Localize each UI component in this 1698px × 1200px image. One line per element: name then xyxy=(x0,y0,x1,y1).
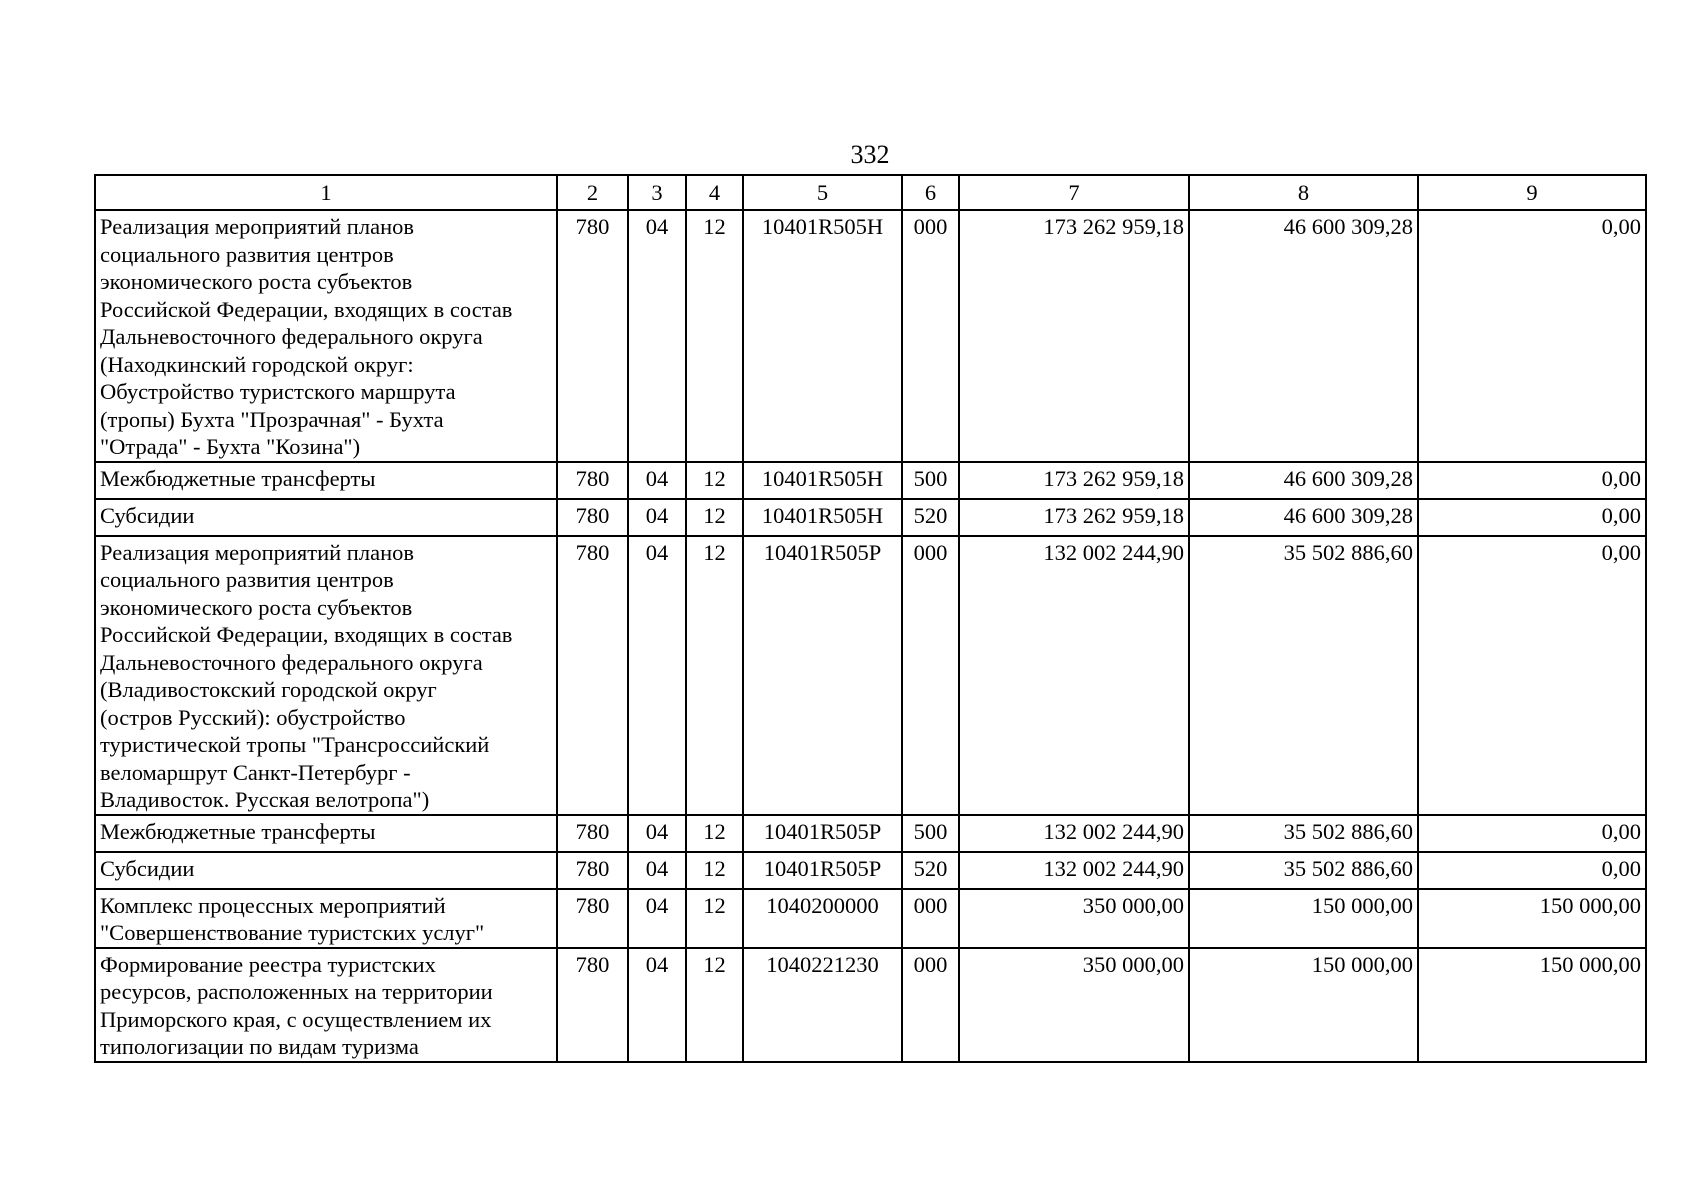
item-name-line: Обустройство туристского маршрута xyxy=(100,379,456,404)
target-article-cell: 1040200000 xyxy=(743,889,902,948)
item-name-line: Межбюджетные трансферты xyxy=(100,465,376,491)
target-article-cell: 10401R505P xyxy=(743,852,902,889)
item-name-line: туристической тропы "Трансроссийский xyxy=(100,732,490,757)
item-name-line: Дальневосточного федерального округа xyxy=(100,649,483,675)
subsection-code-cell: 12 xyxy=(686,536,743,815)
ministry-code-cell: 780 xyxy=(557,815,628,852)
budget-table xyxy=(94,174,1647,1063)
table-row xyxy=(95,462,1646,499)
table-row xyxy=(95,948,1646,1062)
section-code-cell: 04 xyxy=(628,815,686,852)
amount-col7-cell: 173 262 959,18 xyxy=(959,499,1189,536)
item-name-line: (остров Русский): обустройство xyxy=(100,704,406,730)
expense-type-cell: 520 xyxy=(902,852,959,889)
column-header: 7 xyxy=(959,175,1189,210)
section-code-cell: 04 xyxy=(628,948,686,1062)
target-article-cell: 10401R505H xyxy=(743,210,902,462)
amount-col9-cell: 0,00 xyxy=(1418,536,1646,815)
ministry-code-cell: 780 xyxy=(557,462,628,499)
item-name-line: "Совершенствование туристских услуг" xyxy=(100,920,485,945)
item-name-line: Межбюджетные трансферты xyxy=(100,818,376,844)
section-code-cell: 04 xyxy=(628,499,686,536)
target-article-cell: 10401R505H xyxy=(743,462,902,499)
column-header: 5 xyxy=(743,175,902,210)
item-name-line: Российской Федерации, входящих в состав xyxy=(100,296,513,322)
amount-col9-cell: 150 000,00 xyxy=(1418,948,1646,1062)
item-name-cell xyxy=(95,499,557,536)
item-name-cell xyxy=(95,852,557,889)
section-code-cell: 04 xyxy=(628,210,686,462)
item-name-line: (Находкинский городской округ: xyxy=(100,351,414,377)
item-name-cell xyxy=(95,210,557,462)
amount-col8-cell: 46 600 309,28 xyxy=(1189,210,1418,462)
item-name-line: Формирование реестра туристских xyxy=(100,951,436,977)
column-header: 8 xyxy=(1189,175,1418,210)
amount-col7-cell: 132 002 244,90 xyxy=(959,536,1189,815)
ministry-code-cell: 780 xyxy=(557,536,628,815)
item-name-line: Владивосток. Русская велотропа") xyxy=(100,787,430,812)
amount-col7-cell: 350 000,00 xyxy=(959,948,1189,1062)
column-header: 1 xyxy=(95,175,557,210)
amount-col8-cell: 150 000,00 xyxy=(1189,948,1418,1062)
item-name-line: ресурсов, расположенных на территории xyxy=(100,979,493,1004)
item-name-line: Реализация мероприятий планов xyxy=(100,214,414,239)
item-name-line: (тропы) Бухта "Прозрачная" - Бухта xyxy=(100,406,444,432)
item-name-cell xyxy=(95,889,557,948)
expense-type-cell: 000 xyxy=(902,948,959,1062)
expense-type-cell: 000 xyxy=(902,536,959,815)
amount-col8-cell: 46 600 309,28 xyxy=(1189,499,1418,536)
table-row xyxy=(95,210,1646,462)
ministry-code-cell: 780 xyxy=(557,852,628,889)
item-name-line: Субсидии xyxy=(100,855,195,881)
item-name-cell xyxy=(95,815,557,852)
ministry-code-cell: 780 xyxy=(557,948,628,1062)
expense-type-cell: 000 xyxy=(902,889,959,948)
item-name-line: Реализация мероприятий планов xyxy=(100,539,414,565)
target-article-cell: 10401R505P xyxy=(743,536,902,815)
item-name-line: экономического роста субъектов xyxy=(100,594,413,620)
item-name-line: веломаршрут Санкт-Петербург - xyxy=(100,759,411,785)
section-code-cell: 04 xyxy=(628,889,686,948)
item-name-cell xyxy=(95,948,557,1062)
item-name-cell xyxy=(95,536,557,815)
subsection-code-cell: 12 xyxy=(686,889,743,948)
table-row xyxy=(95,499,1646,536)
amount-col9-cell: 0,00 xyxy=(1418,210,1646,462)
item-name-line: (Владивостокский городской округ xyxy=(100,677,437,702)
table-row xyxy=(95,852,1646,889)
amount-col9-cell: 150 000,00 xyxy=(1418,889,1646,948)
amount-col7-cell: 173 262 959,18 xyxy=(959,462,1189,499)
target-article-cell: 1040221230 xyxy=(743,948,902,1062)
amount-col9-cell: 0,00 xyxy=(1418,852,1646,889)
ministry-code-cell: 780 xyxy=(557,499,628,536)
column-header: 9 xyxy=(1418,175,1646,210)
subsection-code-cell: 12 xyxy=(686,462,743,499)
amount-col8-cell: 35 502 886,60 xyxy=(1189,536,1418,815)
subsection-code-cell: 12 xyxy=(686,948,743,1062)
table-row xyxy=(95,536,1646,815)
page-number: 332 xyxy=(850,140,890,169)
item-name-line: социального развития центров xyxy=(100,241,394,267)
section-code-cell: 04 xyxy=(628,536,686,815)
subsection-code-cell: 12 xyxy=(686,852,743,889)
amount-col7-cell: 350 000,00 xyxy=(959,889,1189,948)
item-name-line: "Отрада" - Бухта "Козина") xyxy=(100,434,361,459)
amount-col8-cell: 35 502 886,60 xyxy=(1189,815,1418,852)
column-header: 4 xyxy=(686,175,743,210)
item-name-line: Субсидии xyxy=(100,502,195,528)
amount-col7-cell: 173 262 959,18 xyxy=(959,210,1189,462)
target-article-cell: 10401R505H xyxy=(743,499,902,536)
item-name-line: экономического роста субъектов xyxy=(100,269,413,294)
expense-type-cell: 500 xyxy=(902,815,959,852)
section-code-cell: 04 xyxy=(628,852,686,889)
item-name-line: социального развития центров xyxy=(100,567,394,592)
amount-col8-cell: 46 600 309,28 xyxy=(1189,462,1418,499)
amount-col9-cell: 0,00 xyxy=(1418,499,1646,536)
subsection-code-cell: 12 xyxy=(686,499,743,536)
table-row xyxy=(95,889,1646,948)
item-name-line: Комплекс процессных мероприятий xyxy=(100,892,446,918)
column-header: 2 xyxy=(557,175,628,210)
ministry-code-cell: 780 xyxy=(557,889,628,948)
table-body xyxy=(95,210,1646,1062)
expense-type-cell: 500 xyxy=(902,462,959,499)
column-header: 6 xyxy=(902,175,959,210)
expense-type-cell: 000 xyxy=(902,210,959,462)
column-header: 3 xyxy=(628,175,686,210)
section-code-cell: 04 xyxy=(628,462,686,499)
amount-col7-cell: 132 002 244,90 xyxy=(959,815,1189,852)
item-name-line: Дальневосточного федерального округа xyxy=(100,324,483,349)
amount-col8-cell: 35 502 886,60 xyxy=(1189,852,1418,889)
expense-type-cell: 520 xyxy=(902,499,959,536)
amount-col7-cell: 132 002 244,90 xyxy=(959,852,1189,889)
target-article-cell: 10401R505P xyxy=(743,815,902,852)
table-row xyxy=(95,815,1646,852)
item-name-line: типологизации по видам туризма xyxy=(100,1034,419,1059)
item-name-line: Российской Федерации, входящих в состав xyxy=(100,622,513,647)
subsection-code-cell: 12 xyxy=(686,210,743,462)
amount-col8-cell: 150 000,00 xyxy=(1189,889,1418,948)
header-row xyxy=(95,175,1646,210)
subsection-code-cell: 12 xyxy=(686,815,743,852)
item-name-cell xyxy=(95,462,557,499)
amount-col9-cell: 0,00 xyxy=(1418,462,1646,499)
item-name-line: Приморского края, с осуществлением их xyxy=(100,1006,492,1032)
ministry-code-cell: 780 xyxy=(557,210,628,462)
amount-col9-cell: 0,00 xyxy=(1418,815,1646,852)
